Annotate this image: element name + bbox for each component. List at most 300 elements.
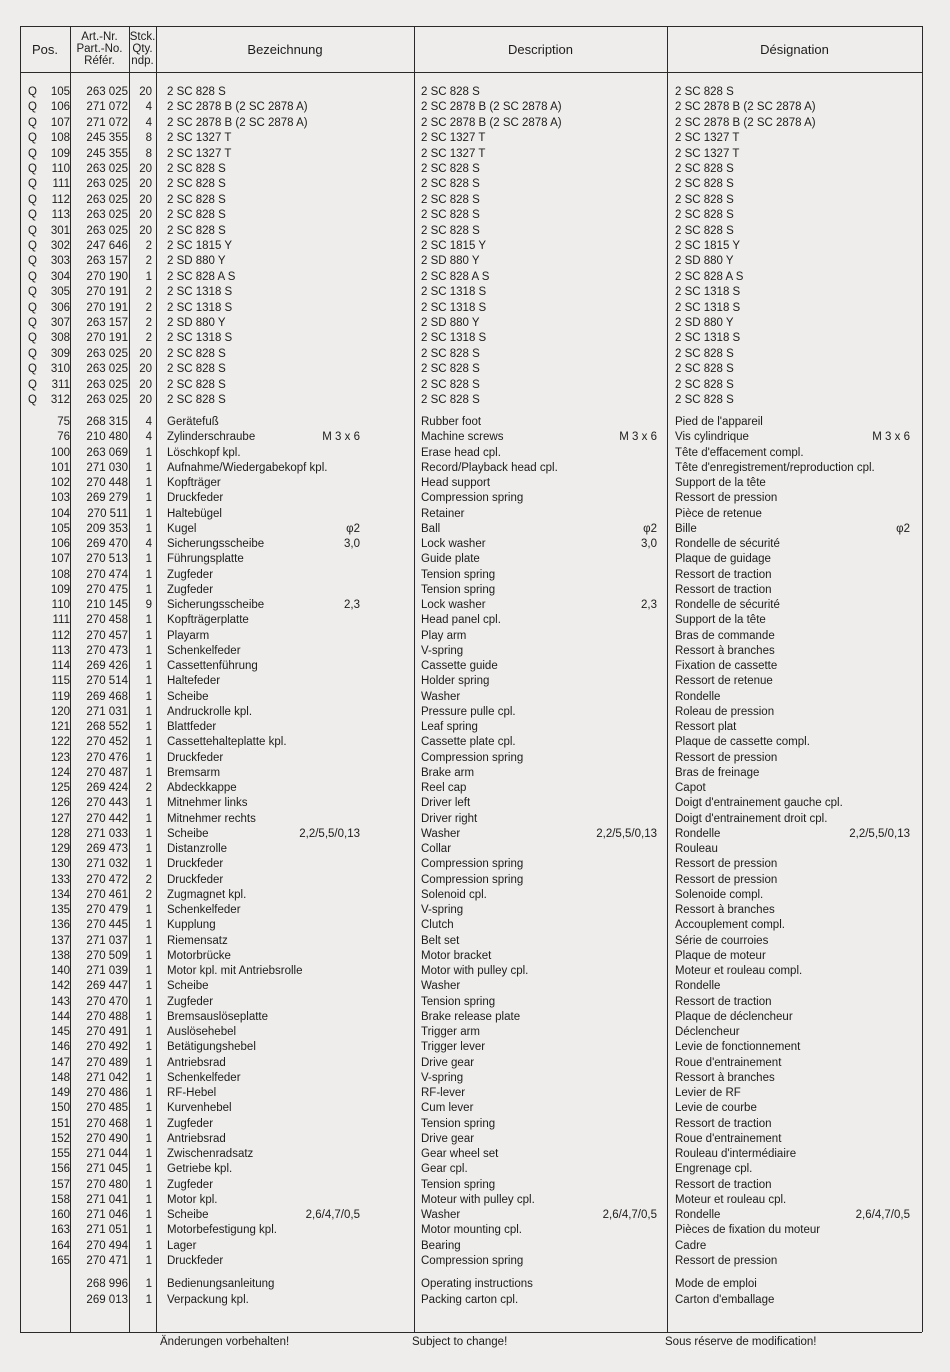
cell-designation: Levier de RF (675, 1087, 741, 1099)
cell-pos: 145 (50, 1026, 70, 1038)
cell-description: Tension spring (421, 583, 496, 596)
cell-art-nr: 270 443 (86, 797, 128, 810)
cell-qty: 1 (145, 1010, 152, 1023)
table-row (0, 316, 950, 331)
cell-qty: 1 (145, 904, 152, 916)
table-row (0, 415, 950, 430)
cell-pos: 112 (51, 629, 70, 642)
cell-art-nr: 270 509 (86, 949, 128, 962)
cell-designation: Tête d'enregistrement/reproduction cpl. (675, 461, 875, 474)
cell-designation: Rondelle (675, 690, 721, 703)
cell-qty: 1 (145, 949, 152, 962)
cell-art-nr: 210 480 (86, 431, 128, 444)
cell-description: Bearing (421, 1239, 461, 1252)
cell-qty: 20 (139, 363, 152, 376)
cell-art-nr: 245 355 (86, 147, 128, 160)
cell-designation: Vis cylindrique (675, 431, 749, 444)
cell-art-nr: 270 190 (86, 270, 128, 283)
cell-description: Pressure pulle cpl. (421, 705, 516, 718)
cell-art-nr: 269 468 (86, 690, 128, 703)
cell-qty: 1 (145, 446, 152, 459)
cell-pos: 302 (50, 240, 70, 252)
cell-bezeichnung: Mitnehmer links (167, 797, 248, 810)
cell-bezeichnung: Andruckrolle kpl. (167, 705, 253, 718)
cell-art-nr: 269 424 (86, 782, 128, 794)
cell-qty: 1 (145, 751, 152, 764)
cell-pos: 108 (50, 132, 70, 145)
cell-qty: 1 (145, 1132, 152, 1145)
cell-art-nr: 247 646 (86, 240, 128, 252)
cell-art-nr: 270 448 (86, 477, 128, 489)
cell-designation: 2 SD 880 Y (675, 255, 734, 268)
cell-designation: Ressort à branches (675, 904, 775, 916)
cell-pos: 152 (50, 1132, 70, 1145)
cell-designation: Tête d'effacement compl. (675, 446, 804, 459)
cell-bezeichnung: 2 SC 1318 S (167, 301, 233, 314)
cell-designation: Mode de emploi (675, 1278, 757, 1290)
cell-description: Cassette plate cpl. (421, 736, 516, 749)
cell-description: Reel cap (421, 782, 467, 794)
cell-description: Rubber foot (421, 416, 482, 428)
cell-art-nr: 270 473 (86, 644, 128, 657)
cell-art-nr: 269 426 (86, 660, 128, 672)
cell-designation: Roue d'entrainement (675, 1132, 782, 1145)
cell-designation: 2 SC 828 S (675, 86, 734, 98)
cell-qty: 1 (145, 1071, 152, 1084)
header-divider (20, 72, 922, 73)
cell-designation: 2 SC 1327 T (675, 132, 740, 145)
cell-description: 2 SC 828 S (421, 378, 480, 391)
cell-q: Q (28, 347, 37, 360)
cell-pos: 119 (51, 690, 70, 703)
cell-description: Motor with pulley cpl. (421, 965, 529, 977)
cell-description: Tension spring (421, 995, 496, 1008)
cell-q: Q (28, 255, 37, 268)
cell-designation: 2 SC 828 S (675, 178, 734, 191)
cell-description: Retainer (421, 507, 465, 520)
header-qty-fr: ndp. (131, 55, 154, 67)
cell-bezeichnung: Haltefeder (167, 675, 221, 688)
cell-description: Leaf spring (421, 721, 478, 733)
cell-art-nr: 270 490 (86, 1132, 128, 1145)
cell-art-nr: 269 473 (86, 843, 128, 855)
table-row (0, 1223, 950, 1238)
cell-art-nr: 263 025 (86, 209, 128, 222)
table-row (0, 1162, 950, 1177)
cell-art-nr: 271 044 (86, 1148, 128, 1160)
cell-description: Operating instructions (421, 1278, 533, 1290)
cell-description: 2 SC 828 S (421, 178, 480, 191)
cell-designation: 2 SC 828 A S (675, 270, 744, 283)
cell-q: Q (28, 116, 37, 129)
cell-art-nr: 270 479 (86, 904, 128, 916)
cell-bezeichnung: Kopfträger (167, 477, 221, 489)
table-row (0, 1040, 950, 1055)
cell-art-nr: 270 471 (86, 1254, 128, 1267)
cell-art-nr: 268 315 (86, 416, 128, 428)
cell-designation: Plaque de moteur (675, 949, 766, 962)
cell-bezeichnung: 2 SC 828 S (167, 224, 226, 237)
cell-qty: 1 (145, 553, 152, 566)
cell-spec-en: φ2 (643, 522, 657, 535)
cell-qty: 4 (145, 416, 152, 428)
cell-pos: 121 (50, 721, 70, 733)
cell-bezeichnung: Aufnahme/Wiedergabekopf kpl. (167, 461, 328, 474)
cell-description: 2 SC 828 A S (421, 270, 490, 283)
cell-art-nr: 263 025 (86, 178, 128, 191)
cell-art-nr: 263 157 (86, 317, 128, 329)
cell-pos: 106 (50, 538, 70, 550)
cell-designation: Capot (675, 782, 706, 794)
cell-bezeichnung: 2 SD 880 Y (167, 255, 226, 268)
cell-description: Tension spring (421, 1117, 496, 1130)
cell-qty: 20 (139, 163, 152, 175)
cell-pos: 130 (50, 858, 70, 871)
header-art-nr (70, 26, 129, 72)
cell-designation: Fixation de cassette (675, 660, 778, 672)
table-row (0, 1071, 950, 1086)
cell-qty: 2 (145, 782, 152, 794)
cell-description: 2 SC 828 S (421, 347, 480, 360)
cell-bezeichnung: Riemensatz (167, 934, 228, 947)
cell-bezeichnung: Schenkelfeder (167, 1071, 241, 1084)
cell-art-nr: 270 461 (86, 888, 128, 901)
cell-pos: 109 (50, 583, 70, 596)
cell-q: Q (28, 240, 37, 252)
cell-designation: Solenoide compl. (675, 888, 764, 901)
table-row (0, 781, 950, 796)
cell-pos: 120 (50, 705, 70, 718)
cell-designation: Série de courroies (675, 934, 769, 947)
cell-bezeichnung: Distanzrolle (167, 843, 228, 855)
table-row (0, 674, 950, 689)
cell-designation: Cadre (675, 1239, 707, 1252)
cell-bezeichnung: Druckfeder (167, 492, 224, 505)
cell-bezeichnung: Druckfeder (167, 1254, 224, 1267)
table-row (0, 583, 950, 598)
cell-description: Trigger arm (421, 1026, 480, 1038)
table-row (0, 568, 950, 583)
cell-qty: 4 (145, 116, 152, 129)
cell-designation: Pièces de fixation du moteur (675, 1224, 821, 1237)
cell-q: Q (28, 378, 37, 391)
cell-description: Machine screws (421, 431, 504, 444)
table-row (0, 888, 950, 903)
cell-pos: 311 (51, 378, 70, 391)
cell-pos: 144 (50, 1010, 70, 1023)
cell-art-nr: 263 069 (86, 446, 128, 459)
table-row (0, 147, 950, 162)
table-row (0, 1086, 950, 1101)
cell-pos: 312 (50, 394, 70, 406)
cell-art-nr: 270 468 (86, 1117, 128, 1130)
cell-pos: 125 (50, 782, 70, 794)
cell-description: Moteur with pulley cpl. (421, 1193, 535, 1206)
cell-art-nr: 263 025 (86, 363, 128, 376)
table-row (0, 827, 950, 842)
cell-art-nr: 270 191 (86, 332, 128, 345)
cell-bezeichnung: Motorbefestigung kpl. (167, 1224, 277, 1237)
cell-designation: Rondelle de sécurité (675, 599, 780, 611)
cell-spec-fr: 2,6/4,7/0,5 (855, 1209, 910, 1221)
cell-description: Lock washer (421, 538, 486, 550)
cell-designation: Support de la tête (675, 614, 766, 627)
cell-qty: 2 (145, 332, 152, 345)
table-row (0, 796, 950, 811)
cell-spec-en: 3,0 (641, 538, 657, 550)
cell-description: Trigger lever (421, 1041, 486, 1054)
cell-designation: Ressort de pression (675, 1254, 778, 1267)
cell-bezeichnung: 2 SC 1327 T (167, 147, 232, 160)
cell-art-nr: 263 025 (86, 163, 128, 175)
cell-designation: Rouleau (675, 843, 718, 855)
cell-art-nr: 270 489 (86, 1056, 128, 1069)
cell-description: Driver right (421, 812, 478, 825)
cell-art-nr: 270 470 (86, 995, 128, 1008)
cell-pos: 105 (50, 86, 70, 98)
cell-pos: 127 (50, 812, 70, 825)
cell-bezeichnung: Gerätefuß (167, 416, 219, 428)
cell-qty: 4 (145, 101, 152, 114)
cell-art-nr: 270 475 (86, 583, 128, 596)
cell-pos: 122 (50, 736, 70, 749)
cell-bezeichnung: Zugfeder (167, 583, 214, 596)
cell-bezeichnung: Motor kpl. (167, 1193, 218, 1206)
table-row (0, 285, 950, 300)
cell-pos: 108 (50, 568, 70, 581)
cell-q: Q (28, 101, 37, 114)
cell-pos: 146 (50, 1041, 70, 1054)
cell-bezeichnung: Mitnehmer rechts (167, 812, 256, 825)
header-description: Description (507, 41, 574, 57)
cell-bezeichnung: 2 SC 828 S (167, 163, 226, 175)
cell-art-nr: 270 472 (86, 873, 128, 886)
cell-pos: 140 (50, 965, 70, 977)
cell-q: Q (28, 209, 37, 222)
cell-designation: Plaque de guidage (675, 553, 771, 566)
cell-pos: 310 (50, 363, 70, 376)
cell-description: Record/Playback head cpl. (421, 461, 558, 474)
cell-designation: 2 SC 828 S (675, 163, 734, 175)
cell-designation: 2 SC 828 S (675, 363, 734, 376)
cell-qty: 2 (145, 286, 152, 299)
cell-bezeichnung: 2 SD 880 Y (167, 317, 226, 329)
header-qty-de: Stck. (129, 31, 156, 43)
table-row (0, 1193, 950, 1208)
cell-designation: Moteur et rouleau cpl. (675, 1193, 787, 1206)
cell-bezeichnung: RF-Hebel (167, 1087, 217, 1099)
cell-bezeichnung: Scheibe (167, 690, 209, 703)
cell-pos: 76 (57, 431, 70, 444)
cell-bezeichnung: Auslösehebel (167, 1026, 237, 1038)
cell-description: Motor bracket (421, 949, 492, 962)
cell-pos: 137 (50, 934, 70, 947)
cell-art-nr: 271 037 (86, 934, 128, 947)
cell-qty: 1 (145, 1148, 152, 1160)
cell-description: 2 SD 880 Y (421, 317, 480, 329)
table-row (0, 224, 950, 239)
cell-pos: 147 (50, 1056, 70, 1069)
cell-bezeichnung: Zugfeder (167, 1117, 214, 1130)
cell-pos: 126 (50, 797, 70, 810)
cell-description: Compression spring (421, 858, 524, 871)
cell-qty: 1 (145, 1041, 152, 1054)
cell-pos: 149 (50, 1087, 70, 1099)
cell-pos: 148 (50, 1071, 70, 1084)
cell-pos: 102 (50, 477, 70, 489)
table-row (0, 964, 950, 979)
cell-pos: 114 (51, 660, 70, 672)
cell-description: Brake arm (421, 766, 475, 779)
table-row (0, 1147, 950, 1162)
cell-designation: Rondelle (675, 1209, 721, 1221)
cell-bezeichnung: Cassettehalteplatte kpl. (167, 736, 287, 749)
cell-art-nr: 269 013 (86, 1294, 128, 1306)
cell-bezeichnung: Zugfeder (167, 568, 214, 581)
cell-qty: 20 (139, 178, 152, 191)
cell-art-nr: 271 032 (86, 858, 128, 871)
table-row (0, 720, 950, 735)
cell-qty: 1 (145, 568, 152, 581)
cell-qty: 1 (145, 675, 152, 688)
cell-bezeichnung: Motor kpl. mit Antriebsrolle (167, 965, 303, 977)
cell-qty: 2 (145, 888, 152, 901)
cell-description: Tension spring (421, 1178, 496, 1191)
cell-art-nr: 270 476 (86, 751, 128, 764)
cell-qty: 1 (145, 507, 152, 520)
cell-art-nr: 270 492 (86, 1041, 128, 1054)
cell-qty: 20 (139, 347, 152, 360)
cell-designation: Bille (675, 522, 697, 535)
cell-description: Erase head cpl. (421, 446, 501, 459)
cell-designation: Doigt d'entrainement gauche cpl. (675, 797, 843, 810)
table-row (0, 1208, 950, 1223)
cell-spec-de: 2,2/5,5/0,13 (299, 827, 360, 840)
cell-description: Head panel cpl. (421, 614, 501, 627)
cell-pos: 113 (51, 209, 70, 222)
cell-pos: 306 (50, 301, 70, 314)
cell-designation: 2 SC 1815 Y (675, 240, 741, 252)
cell-art-nr: 263 025 (86, 86, 128, 98)
cell-pos: 164 (50, 1239, 70, 1252)
cell-qty: 1 (145, 644, 152, 657)
cell-art-nr: 271 046 (86, 1209, 128, 1221)
cell-designation: Rondelle (675, 980, 721, 993)
cell-designation: Bras de commande (675, 629, 775, 642)
cell-qty: 2 (145, 240, 152, 252)
cell-description: Driver left (421, 797, 471, 810)
cell-description: Washer (421, 827, 461, 840)
cell-description: 2 SC 1815 Y (421, 240, 487, 252)
cell-qty: 1 (145, 1278, 152, 1290)
cell-bezeichnung: Kurvenhebel (167, 1102, 232, 1115)
cell-bezeichnung: Zwischenradsatz (167, 1148, 254, 1160)
table-row (0, 378, 950, 393)
cell-qty: 1 (145, 522, 152, 535)
cell-art-nr: 269 470 (86, 538, 128, 550)
cell-qty: 1 (145, 1224, 152, 1237)
cell-pos: 157 (50, 1178, 70, 1191)
cell-description: Head support (421, 477, 491, 489)
cell-bezeichnung: Schenkelfeder (167, 904, 241, 916)
cell-designation: Support de la tête (675, 477, 766, 489)
cell-qty: 2 (145, 873, 152, 886)
cell-art-nr: 270 191 (86, 286, 128, 299)
table-row (0, 766, 950, 781)
cell-qty: 1 (145, 1193, 152, 1206)
cell-bezeichnung: Bremsarm (167, 766, 221, 779)
header-bezeichnung: Bezeichnung (247, 41, 323, 57)
table-row (0, 254, 950, 269)
cell-art-nr: 263 157 (86, 255, 128, 268)
cell-qty: 1 (145, 843, 152, 855)
header-designation: Désignation (760, 41, 829, 57)
cell-qty: 20 (139, 86, 152, 98)
cell-description: Solenoid cpl. (421, 888, 487, 901)
cell-pos: 308 (50, 332, 70, 345)
cell-description: V-spring (421, 644, 464, 657)
cell-designation: Plaque de cassette compl. (675, 736, 810, 749)
cell-designation: Ressort de traction (675, 568, 772, 581)
cell-bezeichnung: Motorbrücke (167, 949, 231, 962)
cell-pos: 135 (50, 904, 70, 916)
table-row (0, 362, 950, 377)
cell-qty: 1 (145, 1117, 152, 1130)
cell-designation: 2 SC 2878 B (2 SC 2878 A) (675, 101, 816, 114)
cell-art-nr: 270 452 (86, 736, 128, 749)
cell-qty: 1 (145, 583, 152, 596)
cell-qty: 1 (145, 797, 152, 810)
cell-designation: 2 SC 1318 S (675, 301, 741, 314)
cell-bezeichnung: Verpackung kpl. (167, 1294, 249, 1306)
cell-pos: 150 (50, 1102, 70, 1115)
cell-qty: 1 (145, 492, 152, 505)
cell-qty: 8 (145, 132, 152, 145)
cell-pos: 106 (50, 101, 70, 114)
cell-q: Q (28, 270, 37, 283)
cell-pos: 309 (50, 347, 70, 360)
cell-designation: 2 SC 1327 T (675, 147, 740, 160)
footer-note-fr: Sous réserve de modification! (665, 1336, 817, 1348)
table-row (0, 1178, 950, 1193)
cell-qty: 1 (145, 1026, 152, 1038)
cell-description: Gear wheel set (421, 1148, 499, 1160)
table-row (0, 1277, 950, 1292)
cell-art-nr: 271 045 (86, 1163, 128, 1176)
cell-description: Ball (421, 522, 441, 535)
cell-designation: Rondelle (675, 827, 721, 840)
cell-description: 2 SC 1327 T (421, 147, 486, 160)
cell-pos: 303 (50, 255, 70, 268)
table-row (0, 270, 950, 285)
cell-art-nr: 270 457 (86, 629, 128, 642)
cell-description: Gear cpl. (421, 1163, 468, 1176)
cell-designation: Ressort de traction (675, 995, 772, 1008)
cell-bezeichnung: Kugel (167, 522, 197, 535)
cell-description: Collar (421, 843, 452, 855)
cell-description: Drive gear (421, 1132, 475, 1145)
table-row (0, 1010, 950, 1025)
cell-q: Q (28, 363, 37, 376)
cell-pos: 305 (50, 286, 70, 299)
table-row (0, 1101, 950, 1116)
cell-art-nr: 271 039 (86, 965, 128, 977)
cell-qty: 1 (145, 1239, 152, 1252)
cell-qty: 1 (145, 690, 152, 703)
cell-bezeichnung: 2 SC 2878 B (2 SC 2878 A) (167, 101, 308, 114)
cell-qty: 1 (145, 1102, 152, 1115)
cell-pos: 133 (50, 873, 70, 886)
